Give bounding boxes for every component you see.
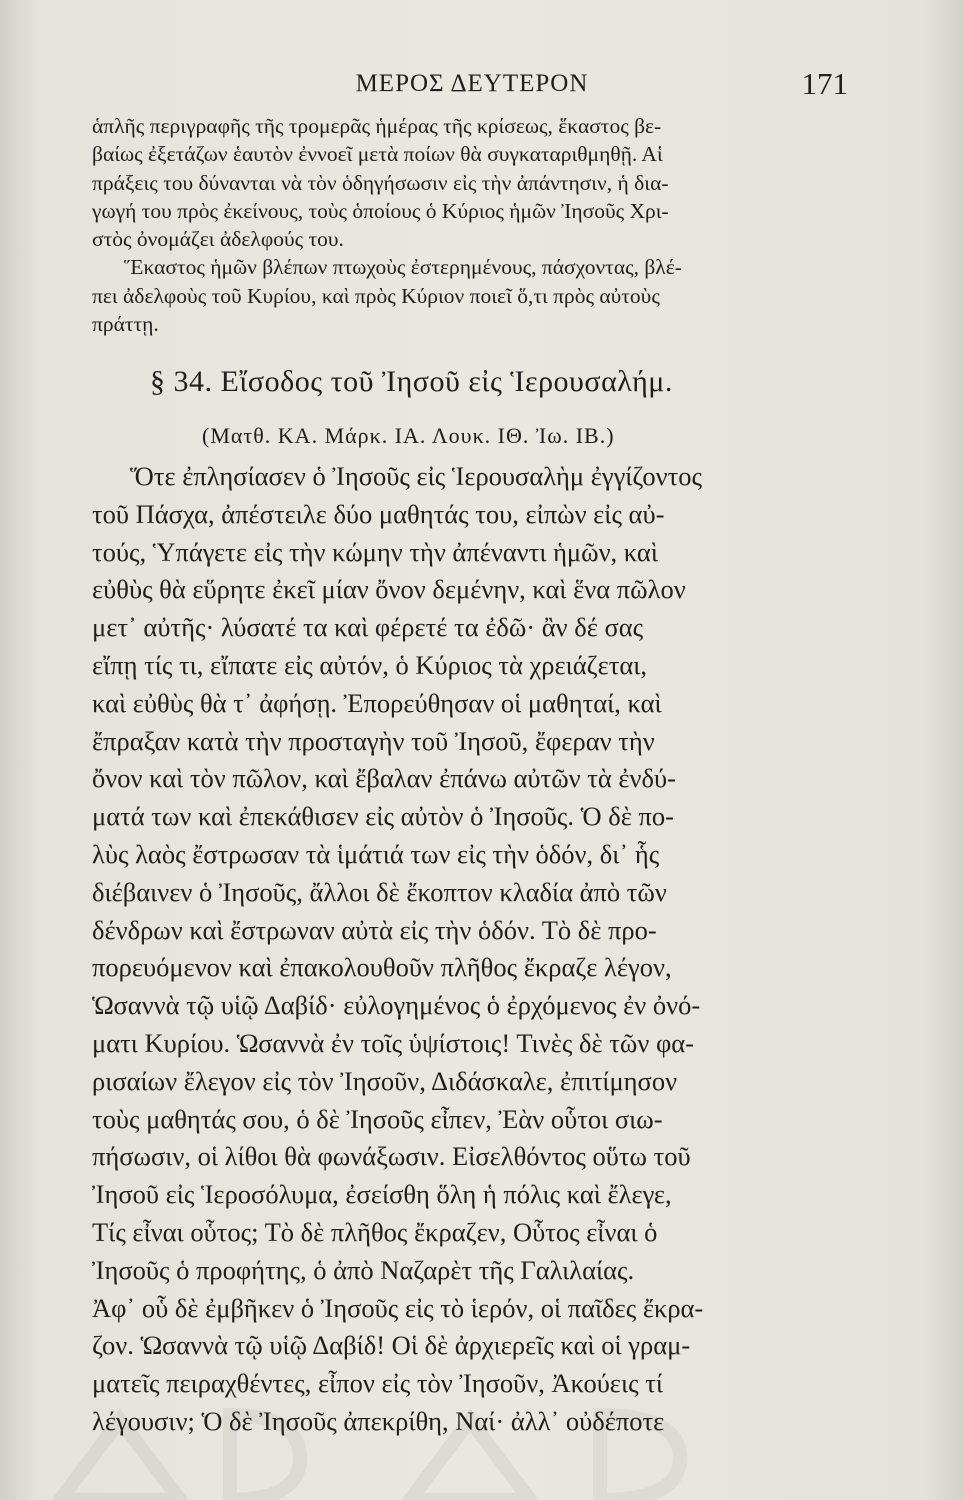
text-line: ζον. Ὡσαννὰ τῷ υἱῷ Δαβίδ! Οἱ δὲ ἀρχιερεῖς καὶ οἱ γραμ- xyxy=(92,1330,691,1361)
text-line: διέβαινεν ὁ Ἰησοῦς, ἄλλοι δὲ ἔκοπτον κλαδία ἀπὸ τῶν xyxy=(92,876,667,907)
text-line: ματι Κυρίου. Ὡσαννὰ ἐν τοῖς ὑψίστοις! Τινὲς δὲ τῶν φα- xyxy=(92,1027,694,1058)
running-head xyxy=(92,66,852,106)
text-line: καὶ εὐθὺς θὰ τ᾽ ἀφήσῃ. Ἐπορεύθησαν οἱ μαθηταί, καὶ xyxy=(92,687,662,718)
text-line: τοὺς μαθητάς σου, ὁ δὲ Ἰησοῦς εἶπεν, Ἐὰν οὗτοι σιω- xyxy=(92,1103,663,1134)
text-line: λέγουσιν; Ὁ δὲ Ἰησοῦς ἀπεκρίθη, Ναί· ἀλλ᾽ οὐδέποτε xyxy=(92,1405,665,1436)
text-line: Ἰησοῦ εἰς Ἱεροσόλυμα, ἐσείσθη ὅλη ἡ πόλις καὶ ἔλεγε, xyxy=(92,1179,672,1210)
running-title: ΜΕΡΟΣ ΔΕΥΤΕΡΟΝ xyxy=(355,70,589,97)
preceding-section-text xyxy=(92,112,852,338)
text-line: ματά των καὶ ἐπεκάθισεν εἰς αὐτὸν ὁ Ἰησοῦς. Ὁ δὲ πο- xyxy=(92,801,674,832)
text-line: ρισαίων ἔλεγον εἰς τὸν Ἰησοῦν, Διδάσκαλε, ἐπιτίμησον xyxy=(92,1065,678,1096)
text-line: ὄνον καὶ τὸν πῶλον, καὶ ἔβαλαν ἐπάνω αὐτῶν τὰ ἐνδύ- xyxy=(92,763,676,794)
text-line: Ὅτε ἐπλησίασεν ὁ Ἰησοῦς εἰς Ἱερουσαλὴμ ἐγγίζοντος xyxy=(130,461,703,491)
text-line: τοῦ Πάσχα, ἀπέστειλε δύο μαθητάς του, εἰπὼν εἰς αὐ- xyxy=(92,498,665,529)
text-line: πορευόμενον καὶ ἐπακολουθοῦν πλῆθος ἔκραζε λέγον, xyxy=(92,952,672,983)
text-line: πει ἀδελφοὺς τοῦ Κυρίου, καὶ πρὸς Κύριον ποιεῖ ὅ,τι πρὸς αὐτοὺς xyxy=(92,283,660,308)
text-line: ἔπραξαν κατὰ τὴν προσταγὴν τοῦ Ἰησοῦ, ἔφεραν τὴν xyxy=(92,725,655,756)
text-line: δένδρων καὶ ἔστρωναν αὐτὰ εἰς τὴν ὁδόν. Τὸ δὲ προ- xyxy=(92,914,657,945)
text-line: πήσωσιν, οἱ λίθοι θὰ φωνάξωσιν. Εἰσελθόντος οὕτω τοῦ xyxy=(92,1141,691,1172)
text-line: μετ᾽ αὐτῆς· λύσατέ τα καὶ φέρετέ τα ἐδῶ· ἂν δέ σας xyxy=(92,612,644,643)
text-line: ἁπλῆς περιγραφῆς τῆς τρομερᾶς ἡμέρας τῆς κρίσεως, ἕκαστος βε- xyxy=(92,114,662,138)
section-references: (Ματθ. ΚΑ. Μάρκ. ΙΑ. Λουκ. ΙΘ. Ἰω. ΙΒ.) xyxy=(202,423,615,448)
text-line: εὐθὺς θὰ εὕρητε ἐκεῖ μίαν ὄνον δεμένην, καὶ ἕνα πῶλον xyxy=(92,574,686,605)
text-line: γωγή του πρὸς ἐκείνους, τοὺς ὁποίους ὁ Κύριος ἡμῶν Ἰησοῦς Χρι- xyxy=(92,198,669,223)
text-line: στὸς ὀνομάζει ἀδελφούς του. xyxy=(92,227,344,252)
text-line: Ἕκαστος ἡμῶν βλέπων πτωχοὺς ἐστερημένους, πάσχοντας, βλέ- xyxy=(124,255,682,280)
page-number: 171 xyxy=(801,66,848,101)
text-line: Τίς εἶναι οὗτος; Τὸ δὲ πλῆθος ἔκραζεν, Οὗτος εἶναι ὁ xyxy=(92,1216,658,1247)
text-line: τούς, Ὑπάγετε εἰς τὴν κώμην τὴν ἀπέναντι ἡμῶν, καὶ xyxy=(92,536,658,567)
text-line: Ἰησοῦς ὁ προφήτης, ὁ ἀπὸ Ναζαρὲτ τῆς Γαλιλαίας. xyxy=(92,1254,635,1285)
text-line: Ἀφ᾽ οὗ δὲ ἐμβῆκεν ὁ Ἰησοῦς εἰς τὸ ἱερόν, οἱ παῖδες ἔκρα- xyxy=(92,1292,704,1323)
text-line: πράξεις του δύνανται νὰ τὸν ὁδηγήσωσιν εἰς τὴν ἀπάντησιν, ἡ δια- xyxy=(92,170,669,195)
text-line: λὺς λαὸς ἔστρωσαν τὰ ἱμάτιά των εἰς τὴν ὁδόν, δι᾽ ἧς xyxy=(92,838,660,869)
text-line: εἴπῃ τίς τι, εἴπατε εἰς αὐτόν, ὁ Κύριος τὰ χρειάζεται, xyxy=(92,649,648,680)
text-line: ματεῖς πειραχθέντες, εἶπον εἰς τὸν Ἰησοῦν, Ἀκούεις τί xyxy=(92,1368,663,1399)
text-line: Ὡσαννὰ τῷ υἱῷ Δαβίδ· εὐλογημένος ὁ ἐρχόμενος ἐν ὀνό- xyxy=(92,990,701,1021)
text-line: βαίως ἐξετάζων ἑαυτὸν ἐννοεῖ μετὰ ποίων θὰ συγκαταριθμηθῇ. Αἱ xyxy=(92,142,663,167)
text-line: πράττῃ. xyxy=(92,312,159,337)
section-heading: § 34. Εἴσοδος τοῦ Ἰησοῦ εἰς Ἱερουσαλήμ. xyxy=(150,365,673,398)
section-body-text xyxy=(92,458,852,1441)
